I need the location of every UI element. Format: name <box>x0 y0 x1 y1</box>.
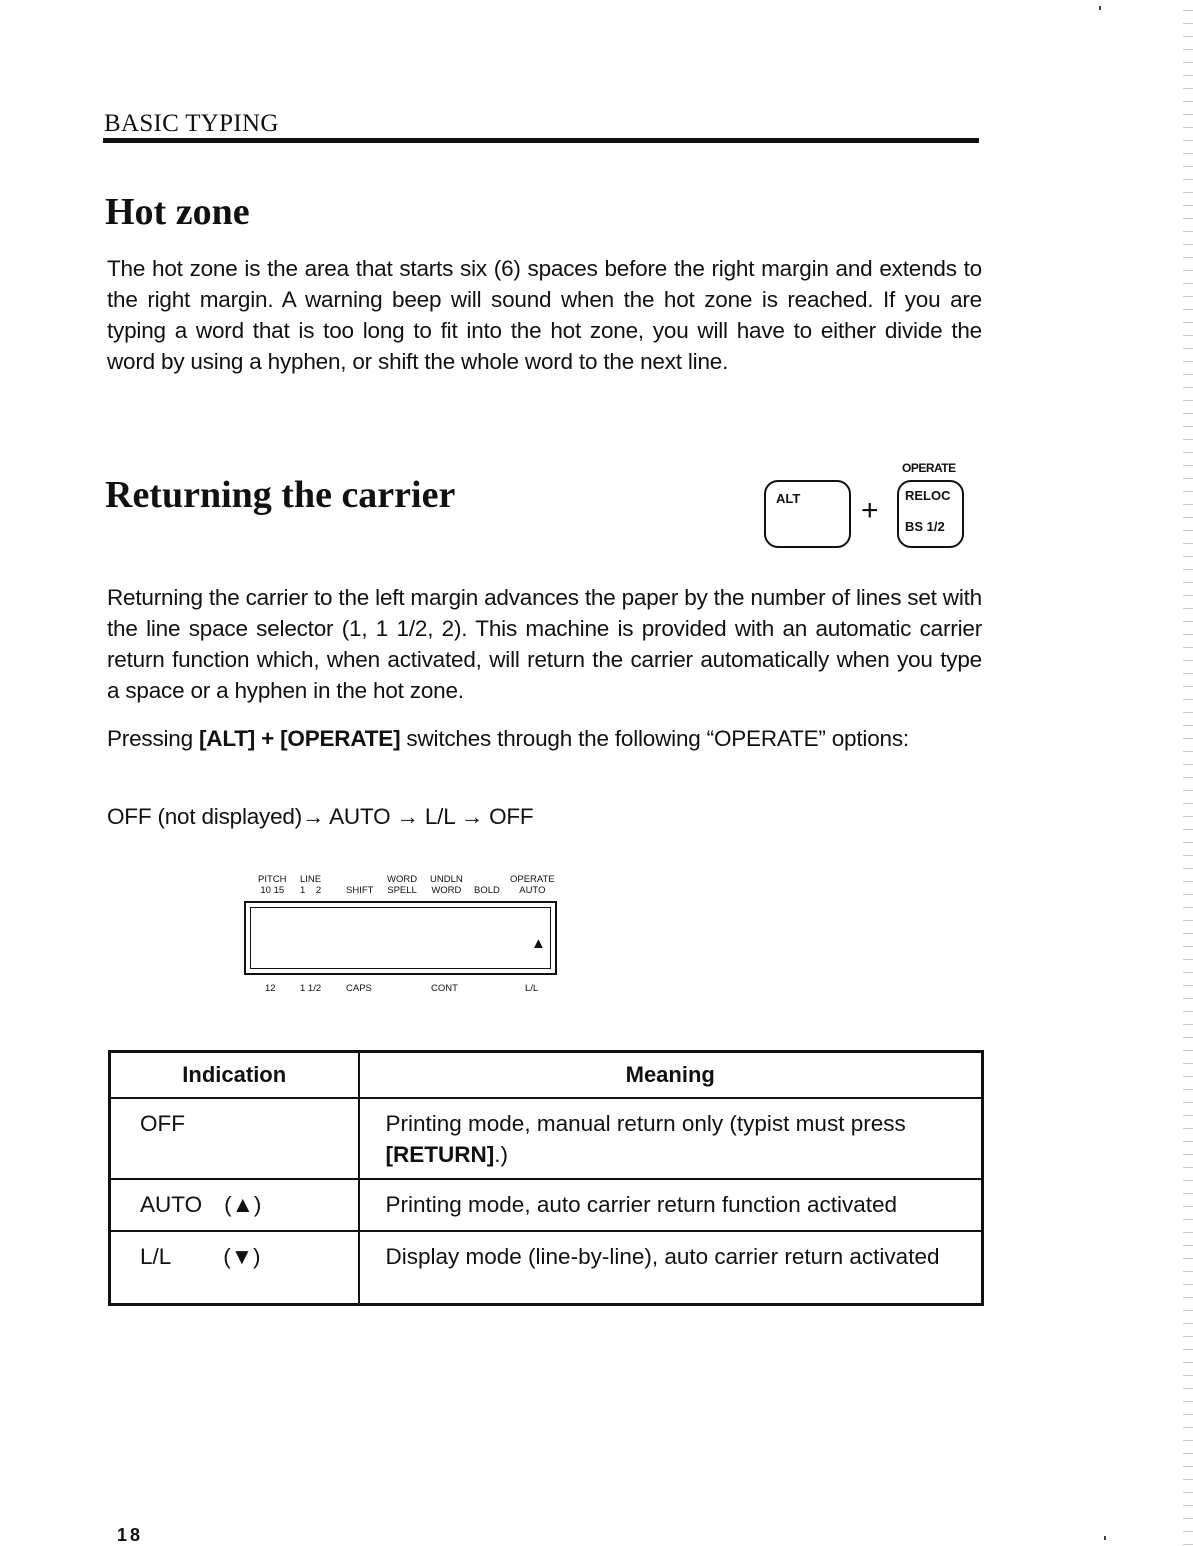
operate-options-table <box>108 1050 984 1306</box>
header-indication: Indication <box>110 1052 359 1098</box>
lcd-frame <box>244 901 557 975</box>
lcd-label-1-1-2: 1 1/2 <box>300 983 322 994</box>
header-rule <box>103 138 979 143</box>
indication-cell <box>110 1179 359 1231</box>
lcd-label-operate-auto: OPERATE AUTO <box>510 874 555 896</box>
lcd-screen <box>250 907 551 969</box>
indication-text: L/L <box>140 1243 172 1269</box>
bs-key-label: BS 1/2 <box>905 519 945 534</box>
page-edge-marks <box>1183 0 1193 1546</box>
lcd-label-line: LINE 1 2 <box>300 874 322 896</box>
lcd-label-shift: SHIFT <box>346 885 374 896</box>
hot-zone-heading: Hot zone <box>105 191 250 233</box>
lcd-label-bold: BOLD <box>474 885 500 896</box>
meaning-tail: .) <box>494 1141 508 1167</box>
operate-sequence: OFF (not displayed)→ AUTO → L/L → OFF <box>107 804 534 829</box>
table-row <box>110 1231 983 1305</box>
return-key-text: [RETURN] <box>385 1141 495 1167</box>
header-meaning: Meaning <box>359 1052 983 1098</box>
auto-indicator-icon: ▲ <box>531 935 546 952</box>
key-combo-text: [ALT] + [OPERATE] <box>199 726 401 751</box>
lcd-label-undln-word: UNDLN WORD <box>430 874 463 896</box>
meaning-text: Printing mode, manual return only (typist must press <box>385 1110 906 1136</box>
up-triangle-icon: (▲) <box>224 1191 262 1217</box>
table-row <box>110 1098 983 1179</box>
scan-speck <box>1099 6 1101 10</box>
table-row <box>110 1179 983 1231</box>
reloc-key-label: RELOC <box>905 488 951 503</box>
indication-text: AUTO <box>140 1191 203 1217</box>
alt-key-label: ALT <box>776 491 801 506</box>
table-header-row <box>110 1052 983 1098</box>
operate-caption: OPERATE <box>902 461 956 475</box>
meaning-cell: Display mode (line-by-line), auto carrier return activated <box>359 1231 983 1305</box>
section-header: BASIC TYPING <box>104 110 279 137</box>
meaning-cell: Printing mode, auto carrier return function activated <box>359 1179 983 1231</box>
lcd-label-pitch: PITCH 10 15 <box>258 874 287 896</box>
indication-cell <box>110 1098 359 1179</box>
alt-key-icon <box>764 480 851 548</box>
operate-instructions <box>107 723 982 754</box>
lcd-label-12: 12 <box>265 983 276 994</box>
lcd-label-ll: L/L <box>525 983 539 994</box>
lcd-label-caps: CAPS <box>346 983 372 994</box>
pressing-suffix: switches through the following “OPERATE” options: <box>400 726 909 751</box>
carrier-return-paragraph: Returning the carrier to the left margin advances the paper by the number of lines set with the line space selector (1, 1 1/2, 2). This machine is provided with an automatic carrier return function which, when activated, will return the carrier automatically when you type a space or a hyphen in the hot zone. <box>107 585 982 703</box>
pressing-prefix: Pressing <box>107 726 199 751</box>
lcd-label-word-spell: WORD SPELL <box>387 874 418 896</box>
plus-sign: + <box>861 494 879 527</box>
reloc-key-icon <box>897 480 964 548</box>
lcd-label-cont: CONT <box>431 983 458 994</box>
indication-text: OFF <box>140 1110 185 1136</box>
meaning-cell <box>359 1098 983 1179</box>
scan-speck <box>1104 1536 1106 1540</box>
down-triangle-icon: (▼) <box>223 1243 261 1269</box>
returning-carrier-heading: Returning the carrier <box>105 474 456 516</box>
page-number: 18 <box>117 1525 144 1545</box>
hot-zone-paragraph: The hot zone is the area that starts six (6) spaces before the right margin and extends to the right margin. A warning beep will sound when the hot zone is reached. If you are typing a word that is too long to fit into the hot zone, you will have to either divide the word by using a hyphen, or shift the whole word to the next line. <box>107 256 982 374</box>
indication-cell <box>110 1231 359 1305</box>
